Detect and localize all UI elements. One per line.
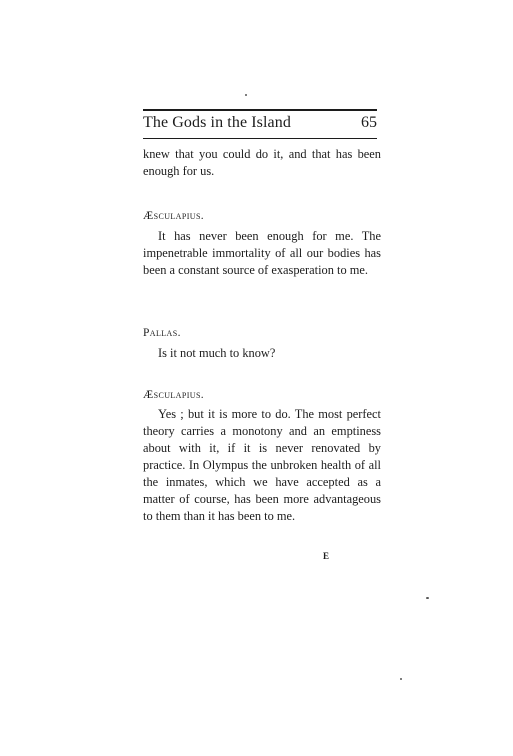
speech-paragraph: Yes ; but it is more to do. The most perfect theory carries a monotony and an emptiness about with it, if it is never renovated by practice. In Olympus the unbroken health of all the inmates, which we have accepted as a matter of course, has been more advantageous to them than it has been to me.	[143, 407, 381, 523]
page-speck	[400, 678, 402, 680]
page-speck	[245, 94, 247, 96]
speaker-name: Æsculapius.	[143, 389, 205, 401]
speech-paragraph: It has never been enough for me. The impenetrable immortality of all our bodies has been a constant source of exasperation to me.	[143, 229, 381, 277]
speech-paragraph: Is it not much to know?	[158, 346, 276, 360]
running-title: The Gods in the Island	[143, 114, 291, 131]
page-number: 65	[361, 114, 377, 131]
header-rule	[143, 138, 377, 139]
speaker-name: Pallas.	[143, 327, 181, 339]
top-rule	[143, 109, 377, 111]
page-speck	[426, 597, 429, 599]
speaker-name: Æsculapius.	[143, 210, 205, 222]
signature-mark: E	[323, 551, 330, 561]
running-header	[143, 114, 377, 136]
paragraph-continuation: knew that you could do it, and that has been enough for us.	[143, 147, 381, 178]
